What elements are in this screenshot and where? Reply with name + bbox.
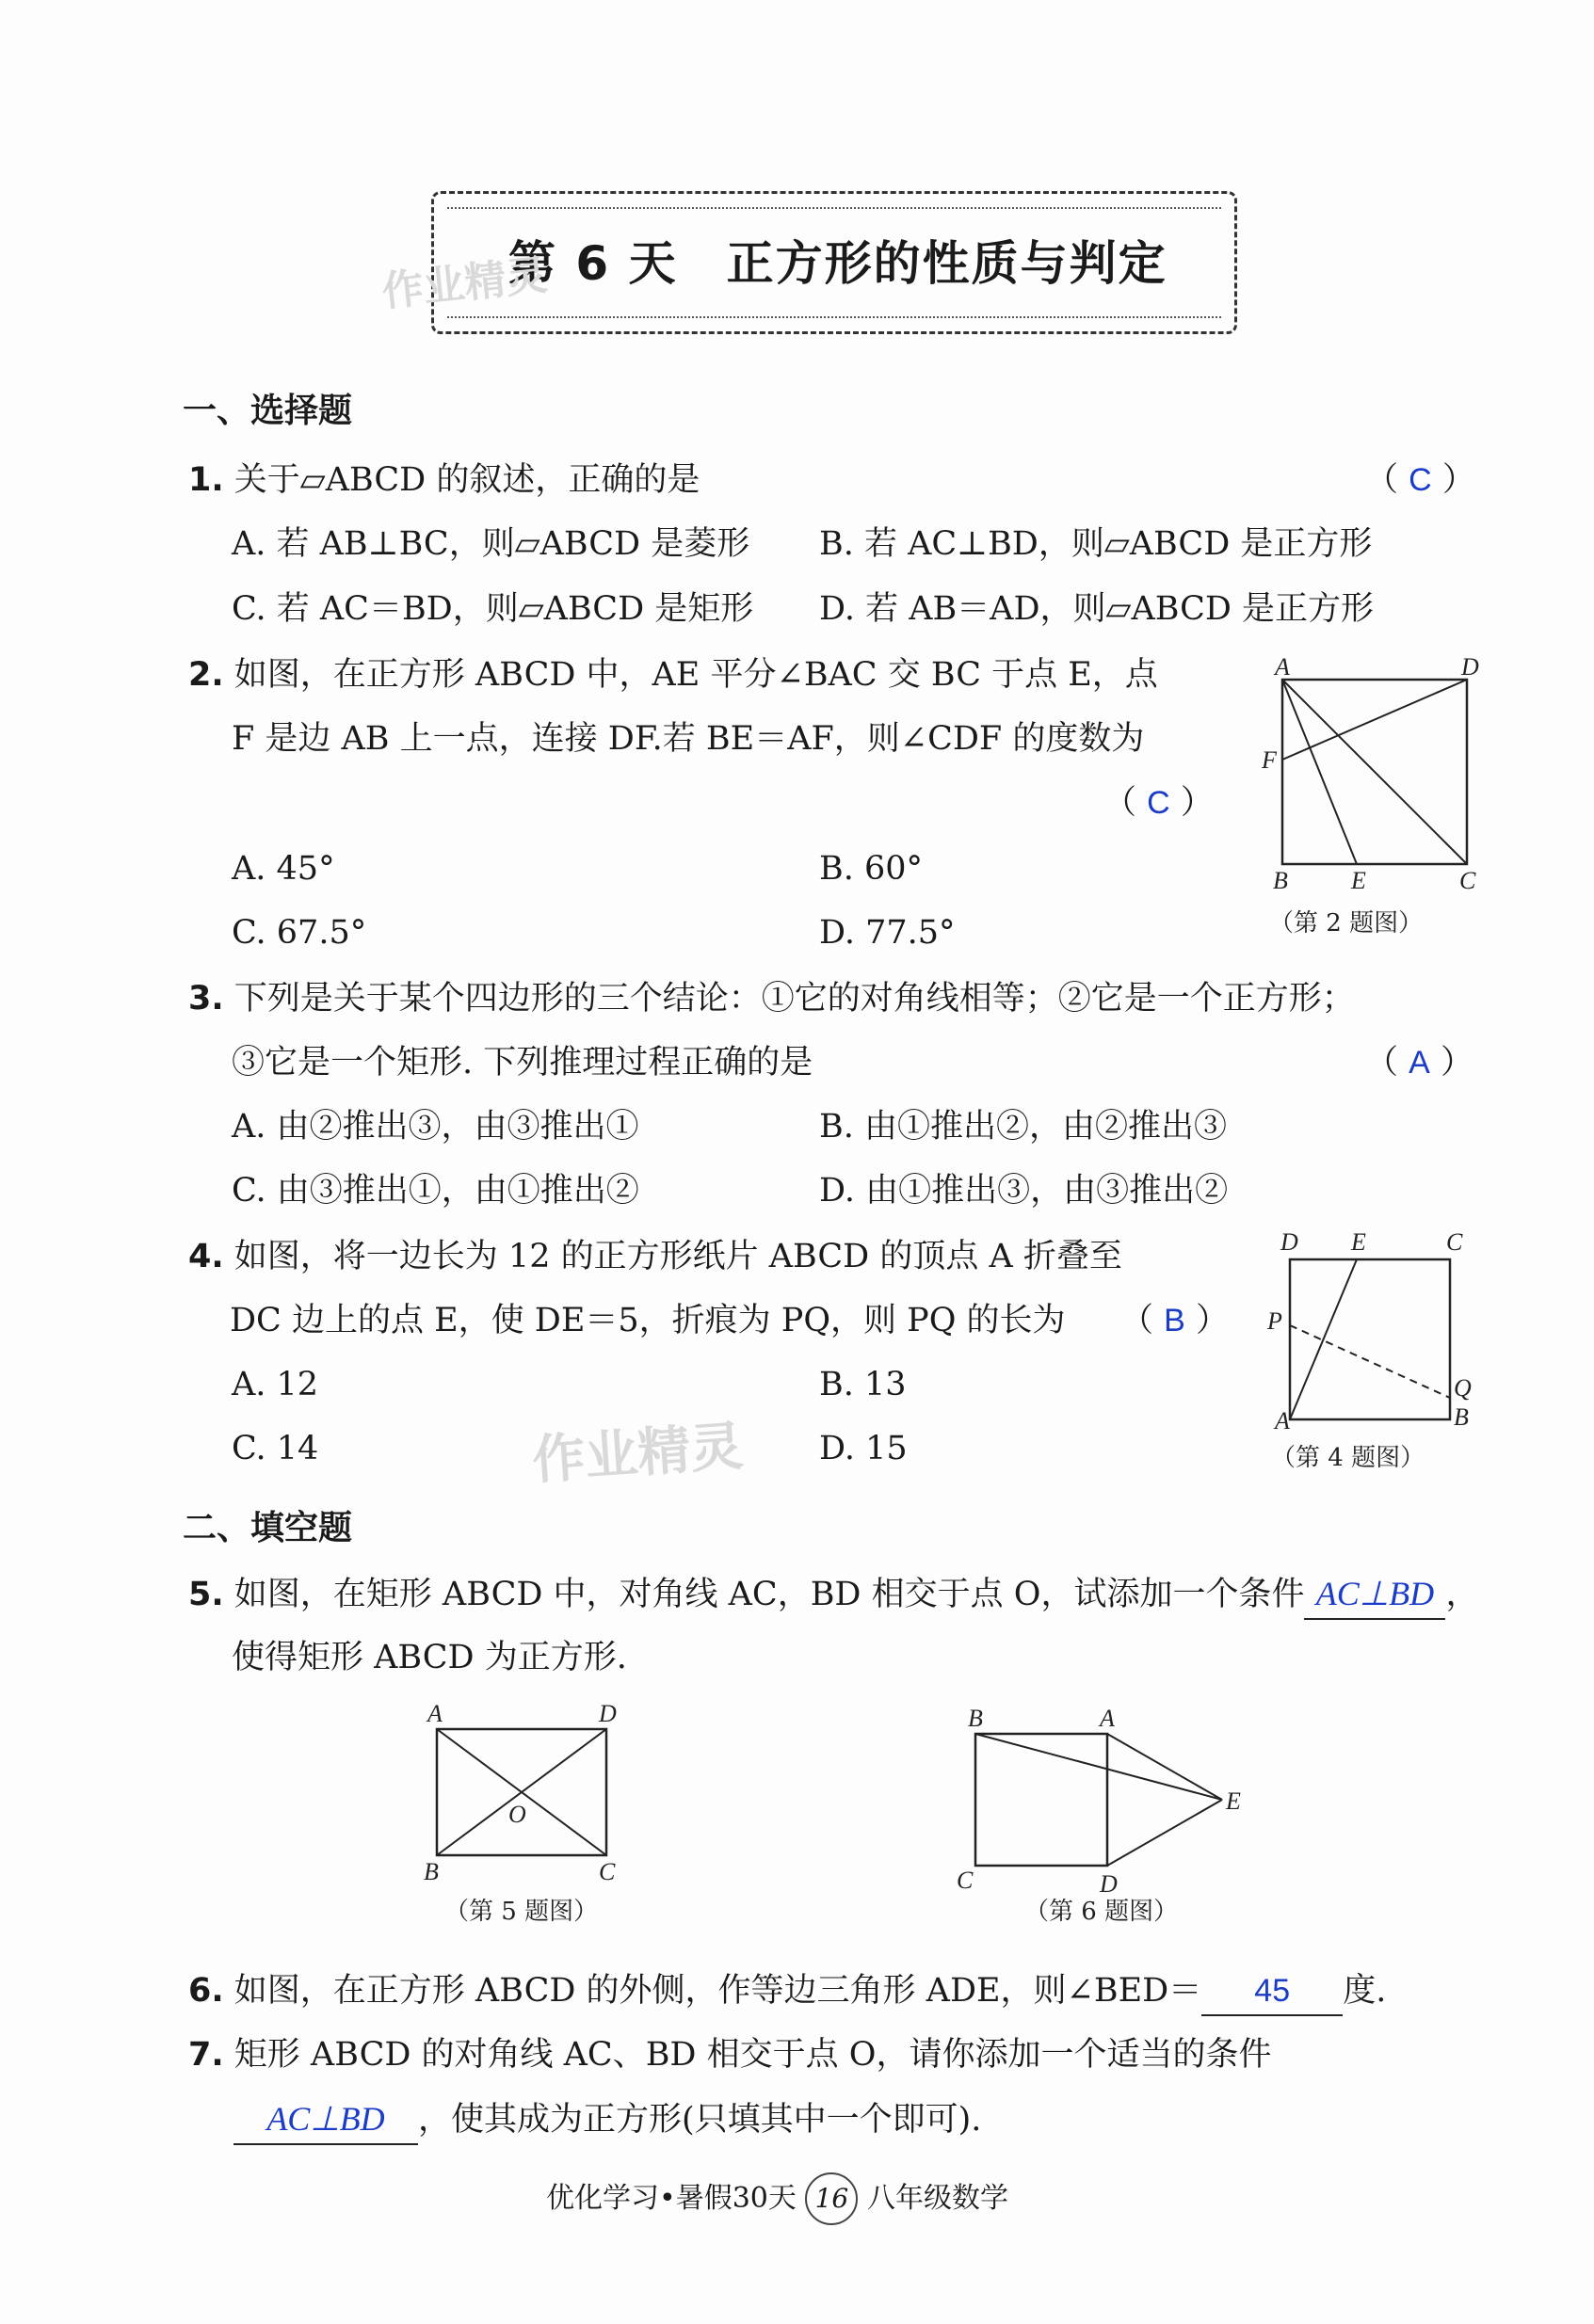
q2-label-c: C — [1459, 867, 1476, 894]
q2-label-b: B — [1273, 867, 1288, 894]
q4-line1 — [188, 1233, 1122, 1280]
q2-label-e: E — [1351, 867, 1366, 894]
q4-number: 4. — [188, 1238, 224, 1275]
q6-label-b: B — [968, 1705, 983, 1732]
q2-answer-bracket: （ C ） — [1103, 784, 1214, 822]
q6-label-a: A — [1100, 1705, 1115, 1732]
q1-option-d: D. 若 AB＝AD，则▱ABCD 是正方形 — [819, 590, 1375, 628]
watermark-middle: 作业精灵 — [530, 1416, 746, 1492]
section-choice-heading: 一、选择题 — [183, 392, 353, 430]
q5-answer: AC⊥BD — [1315, 1575, 1435, 1612]
q2-number: 2. — [188, 656, 224, 694]
q4-label-c: C — [1446, 1228, 1463, 1256]
q1-answer-bracket: （ C ） — [1365, 461, 1475, 499]
q1-option-a: A. 若 AB⊥BC，则▱ABCD 是菱形 — [232, 525, 750, 563]
watermark-top: 作业精灵 — [379, 250, 550, 317]
page-number: 16 — [805, 2172, 858, 2225]
q3-text-2: ③它是一个矩形. 下列推理过程正确的是 — [232, 1044, 813, 1082]
q5-label-b: B — [424, 1858, 439, 1885]
footer-book-title: 优化学习•暑假30天 — [546, 2182, 797, 2215]
q5-answer-blank — [1304, 1570, 1445, 1620]
q5-label-a: A — [427, 1700, 443, 1727]
q2-label-d: D — [1461, 653, 1479, 681]
q7-text-2: ，使其成为正方形(只填其中一个即可). — [418, 2101, 982, 2139]
q4-answer-bracket: （ B ） — [1120, 1302, 1229, 1339]
footer-grade-subject: 八年级数学 — [866, 2182, 1008, 2215]
footer — [546, 2172, 1008, 2225]
q5-label-o: O — [508, 1801, 526, 1828]
q2-answer: C — [1147, 785, 1170, 821]
q1-option-b: B. 若 AC⊥BD，则▱ABCD 是正方形 — [819, 525, 1373, 563]
q7-line2 — [233, 2095, 981, 2145]
q4-label-d: D — [1280, 1228, 1298, 1256]
q6-caption: （第 6 题图） — [1024, 1898, 1179, 1926]
q1-text: 关于▱ABCD 的叙述，正确的是 — [233, 461, 700, 499]
q6-stem — [188, 1967, 1386, 2016]
q5-figure — [414, 1699, 631, 1887]
q3-answer: A — [1409, 1045, 1430, 1081]
q5-text-2: 使得矩形 ABCD 为正方形. — [232, 1639, 627, 1676]
q2-caption: （第 2 题图） — [1269, 909, 1424, 938]
q5-caption: （第 5 题图） — [444, 1898, 599, 1926]
q5-label-d: D — [599, 1700, 617, 1727]
q6-text: 如图，在正方形 ABCD 的外侧，作等边三角形 ADE，则∠BED＝ — [233, 1972, 1202, 2010]
q2-option-a: A. 45° — [232, 850, 335, 888]
q1-option-c: C. 若 AC＝BD，则▱ABCD 是矩形 — [232, 590, 754, 628]
q6-label-e: E — [1226, 1787, 1241, 1815]
q1-stem — [188, 457, 700, 504]
q3-line1 — [188, 975, 1355, 1022]
q5-line1 — [188, 1570, 1478, 1620]
q2-text-2: F 是边 AB 上一点，连接 DF.若 BE＝AF，则∠CDF 的度数为 — [232, 720, 1145, 758]
q3-option-b: B. 由①推出②，由②推出③ — [819, 1108, 1227, 1146]
q6-label-d: D — [1100, 1870, 1118, 1897]
q4-option-b: B. 13 — [819, 1366, 907, 1403]
q4-answer: B — [1164, 1303, 1185, 1338]
q4-figure — [1262, 1224, 1488, 1440]
q7-text-1: 矩形 ABCD 的对角线 AC、BD 相交于点 O，请你添加一个适当的条件 — [233, 2036, 1272, 2074]
q6-answer: 45 — [1254, 1973, 1291, 2009]
q6-number: 6. — [188, 1972, 224, 2010]
q4-option-a: A. 12 — [232, 1366, 319, 1403]
q7-line1 — [188, 2031, 1271, 2078]
q1-answer: C — [1409, 462, 1432, 498]
page-title: 第 6 天 正方形的性质与判定 — [508, 236, 1167, 291]
q4-text-1: 如图，将一边长为 12 的正方形纸片 ABCD 的顶点 A 折叠至 — [233, 1238, 1122, 1275]
q3-option-d: D. 由①推出③，由③推出② — [819, 1172, 1229, 1210]
q5-text-1: 如图，在矩形 ABCD 中，对角线 AC，BD 相交于点 O，试添加一个条件 — [233, 1576, 1305, 1613]
q7-number: 7. — [188, 2036, 224, 2074]
q2-option-c: C. 67.5° — [232, 914, 367, 952]
q4-text-2: DC 边上的点 E，使 DE＝5，折痕为 PQ，则 PQ 的长为 — [230, 1302, 1066, 1339]
q6-answer-blank — [1201, 1967, 1343, 2016]
q3-option-a: A. 由②推出③，由③推出① — [232, 1108, 639, 1146]
q2-option-d: D. 77.5° — [819, 914, 956, 952]
q5-text-1-end: ， — [1445, 1576, 1479, 1613]
q4-label-b: B — [1454, 1403, 1469, 1431]
q6-suffix: 度. — [1343, 1972, 1387, 2010]
q2-label-f: F — [1262, 746, 1277, 774]
q5-label-c: C — [599, 1858, 616, 1885]
q7-answer-blank — [233, 2095, 418, 2145]
q2-line1 — [188, 651, 1158, 698]
q4-label-q: Q — [1454, 1374, 1472, 1402]
q4-caption: （第 4 题图） — [1271, 1444, 1425, 1472]
q2-label-a: A — [1275, 653, 1290, 681]
section-fill-heading: 二、填空题 — [183, 1509, 353, 1547]
q3-option-c: C. 由③推出①，由①推出② — [232, 1172, 639, 1210]
q6-label-c: C — [957, 1867, 974, 1894]
q3-answer-bracket: （ A ） — [1365, 1044, 1473, 1082]
q4-option-c: C. 14 — [232, 1430, 319, 1467]
q4-label-a: A — [1275, 1407, 1290, 1434]
q1-number: 1. — [188, 461, 224, 499]
q3-number: 3. — [188, 980, 224, 1018]
q2-text-1: 如图，在正方形 ABCD 中，AE 平分∠BAC 交 BC 于点 E，点 — [233, 656, 1158, 694]
q3-text-1: 下列是关于某个四边形的三个结论：①它的对角线相等；②它是一个正方形； — [233, 980, 1355, 1018]
q6-figure — [951, 1704, 1252, 1897]
q5-number: 5. — [188, 1576, 224, 1613]
q2-figure — [1262, 649, 1488, 904]
q2-option-b: B. 60° — [819, 850, 924, 888]
q7-answer: AC⊥BD — [266, 2100, 385, 2138]
q4-label-p: P — [1267, 1307, 1282, 1335]
q4-label-e: E — [1351, 1228, 1366, 1256]
q4-option-d: D. 15 — [819, 1430, 908, 1467]
